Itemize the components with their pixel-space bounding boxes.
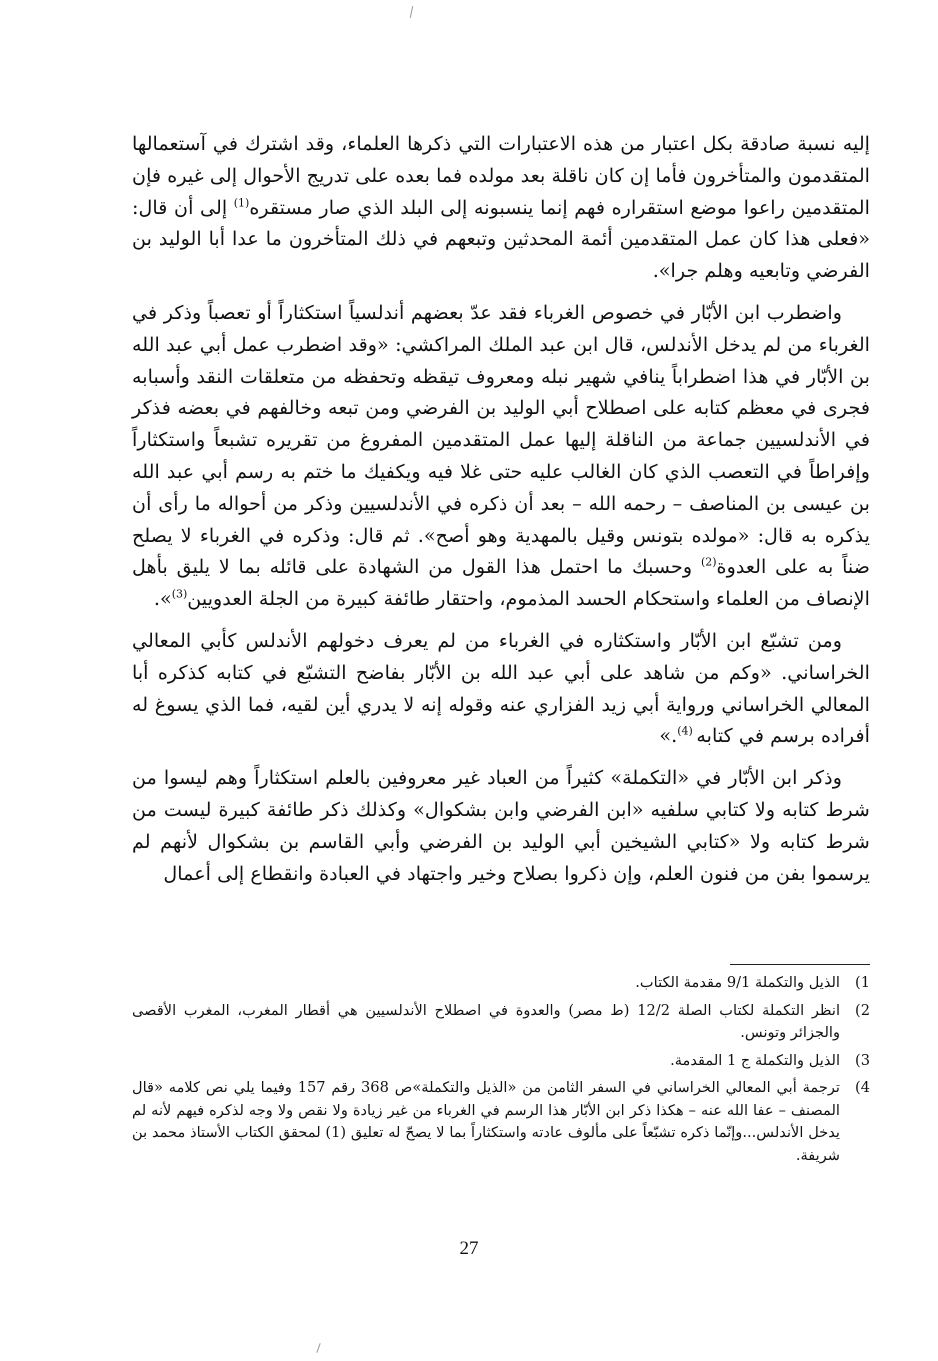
paragraph-2-text: واضطرب ابن الأبّار في خصوص الغرباء فقد عدّ بعضهم أندلسياً استكثاراً أو تعصباً وذكر في الغرباء من لم يدخل الأندلس، قال ابن عبد الملك المراكشي: «وقد اضطرب عمل أبي عبد الله بن الأبّار في هذا اضطراباً ينافي شهير نبله ومعروف تيقظه وتحفظه من متعلقات النقد وأسبابه فجرى في معظم كتابه على اصطلاح أبي الوليد بن الفرضي ومن تبعه وخالفهم في بعضه فذكر في الأندلسيين جماعة من الناقلة إليها عمل المتقدمين المفروغ من تقريره تشبعاً واستكثاراً وإفراطاً في التعصب الذي كان الغالب عليه حتى غلا فيه ويكفيك ما ختم به رسم أبي عبد الله بن عيسى بن المناصف – رحمه الله – بعد أن ذكره في الأندلسيين وذكر من أحواله ما رأى أن يذكره به قال: «مولده بتونس وقيل بالمهدية وهو أصح». ثم قال: وذكره في الغرباء لا يصلح ضناً به على العدوة [132,300,870,579]
footnote-3 [132,1050,870,1073]
footnote-1 [132,972,870,995]
footnotes [132,972,870,1172]
footnote-ref-4: (4) [677,724,697,738]
paragraph-3 [132,625,870,752]
paragraph-1 [132,128,870,287]
footnote-text: الذيل والتكملة 9/1 مقدمة الكتاب. [635,974,840,991]
footnote-4 [132,1077,870,1167]
paragraph-1-continuation: إلى أن قال: «فعلى هذا كان عمل المتقدمين أئمة المحدثين وتبعهم في ذلك المتأخرون ما عدا أبا الوليد بن الفرضي وتابعيه وهلم جرا». [132,195,870,283]
paragraph-2 [132,297,870,615]
paragraph-4-text: وذكر ابن الأبّار في «التكملة» كثيراً من العباد غير معروفين بالعلم استكثاراً وهم ليسوا من شرط كتابه ولا كتابي سلفيه «ابن الفرضي وابن بشكوال» وكذلك ذكر طائفة كبيرة ليست من شرط كتابه ولا «كتابي الشيخين أبي الوليد بن الفرضي وأبي القاسم بن بشكوال لأنهم لم يرسموا بفن من فنون العلم، وإن ذكروا بصلاح وخير واجتهاد في العبادة وانقطاع إلى أعمال [132,766,870,885]
footnote-ref-3: (3) [171,587,188,601]
scan-mark [410,6,413,18]
footnote-ref-2: (2) [700,555,717,569]
paragraph-2-continuation: وحسبك ما احتمل هذا القول من الشهادة على قائله بما لا يليق بأهل الإنصاف من العلماء واستحكام الحسد المذموم، واحتقار طائفة كبيرة من الجلة العدويين [132,555,870,611]
footnote-ref-1: (1) [233,196,250,210]
footnote-text: انظر التكملة لكتاب الصلة 12/2 (ط مصر) والعدوة في اصطلاح الأندلسيين هي أقطار المغرب، المغرب الأقصى والجزائر وتونس. [132,1001,841,1041]
main-text [132,128,870,899]
footnote-text: ترجمة أبي المعالي الخراساني في السفر الثامن من «الذيل والتكملة»ص 368 رقم 157 وفيما يلي نص كلامه «قال المصنف – عفا الله عنه – هكذا ذكر ابن الأبّار هذا الرسم في الغرباء من غير زيادة ولا نقص ولا وجه لذكره فيهم لأنه لم يدخل الأندلس...وإنّما ذكره تشبّعاً على مألوف عادته واستكثاراً بما لا يصحّ له تعليق (1) لمحقق الكتاب الأستاذ محمد بن شريفة. [132,1079,840,1164]
footnote-number: 1) [855,974,870,991]
footnote-number: 2) [855,1001,870,1019]
paragraph-3-text: ومن تشبّع ابن الأبّار واستكثاره في الغرباء من لم يعرف دخولهم الأندلس كأبي المعالي الخراساني. «وكم من شاهد على أبي عبد الله بن الأبّار بفاضح التشبّع في كتابه كذكره أبا المعالي الخراساني ورواية أبي زيد الفزاري عنه وقوله إنه لا يدري أين لقيه، فما الذي يسوغ له أفراده برسم في كتابه [132,628,870,748]
footnote-2 [132,1000,870,1045]
scan-mark [316,1343,320,1353]
footnote-number: 3) [855,1051,870,1069]
footnote-separator [730,964,870,965]
footnote-text: الذيل والتكملة ج 1 المقدمة. [670,1051,840,1069]
page-number: 27 [459,1238,479,1259]
paragraph-4 [132,762,870,889]
paragraph-2-closing: ». [153,587,172,611]
paragraph-3-continuation: .» [659,724,678,748]
footnote-number: 4) [855,1079,870,1096]
paragraph-1-text: إليه نسبة صادقة بكل اعتبار من هذه الاعتبارات التي ذكرها العلماء، وقد اشترك في آستعمالها المتقدمون والمتأخرون فأما إن كان ناقلة بعد مولده فما بعده على تدريج الأحوال إلى غيره فإن المتقدمين راعوا موضع استقراره فهم إنما ينسبونه إلى البلد الذي صار مستقره [132,132,870,219]
